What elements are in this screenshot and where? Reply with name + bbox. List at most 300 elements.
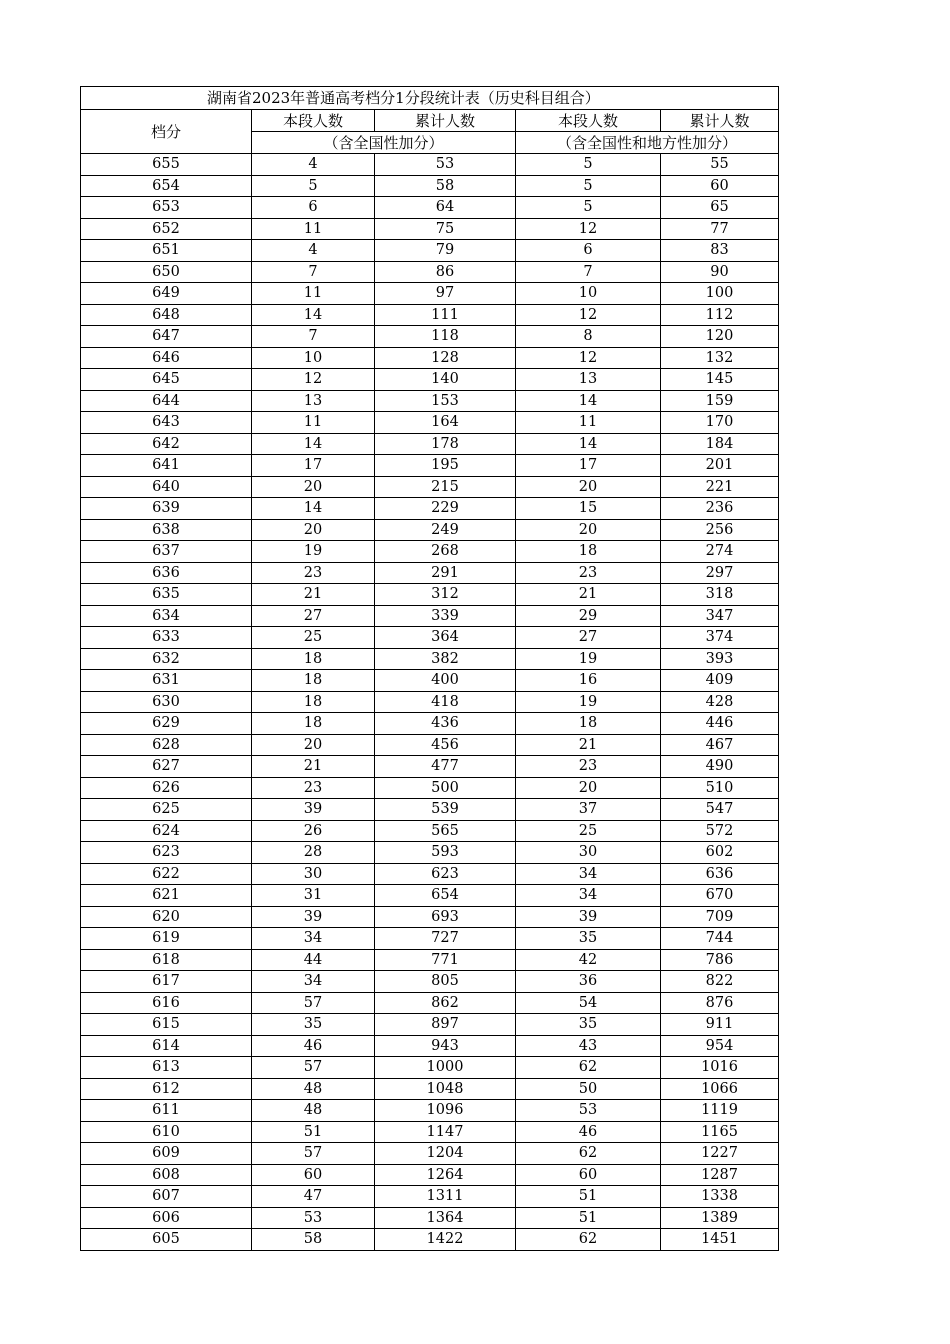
score-header: 档分 xyxy=(81,110,252,154)
table-row xyxy=(81,1186,779,1208)
segment-count-b-cell: 51 xyxy=(516,1207,661,1229)
cumulative-b-cell: 490 xyxy=(661,756,779,778)
cumulative-a-cell: 862 xyxy=(375,992,516,1014)
table-row xyxy=(81,1078,779,1100)
segment-count-b-cell: 34 xyxy=(516,885,661,907)
cumulative-a-cell: 140 xyxy=(375,369,516,391)
score-cell: 640 xyxy=(81,476,252,498)
segment-count-b-cell: 20 xyxy=(516,476,661,498)
segment-count-header-b: 本段人数 xyxy=(516,110,661,132)
cumulative-b-cell: 1451 xyxy=(661,1229,779,1251)
cumulative-b-cell: 393 xyxy=(661,648,779,670)
segment-count-a-cell: 14 xyxy=(252,304,375,326)
segment-count-a-cell: 58 xyxy=(252,1229,375,1251)
cumulative-a-cell: 539 xyxy=(375,799,516,821)
cumulative-a-cell: 118 xyxy=(375,326,516,348)
table-row xyxy=(81,1100,779,1122)
segment-count-a-cell: 23 xyxy=(252,777,375,799)
segment-count-a-cell: 11 xyxy=(252,218,375,240)
score-cell: 619 xyxy=(81,928,252,950)
cumulative-header-b: 累计人数 xyxy=(661,110,779,132)
cumulative-a-cell: 727 xyxy=(375,928,516,950)
segment-count-a-cell: 10 xyxy=(252,347,375,369)
cumulative-a-cell: 86 xyxy=(375,261,516,283)
table-row xyxy=(81,455,779,477)
cumulative-b-cell: 83 xyxy=(661,240,779,262)
segment-count-a-cell: 53 xyxy=(252,1207,375,1229)
segment-count-b-cell: 16 xyxy=(516,670,661,692)
score-cell: 618 xyxy=(81,949,252,971)
cumulative-b-cell: 547 xyxy=(661,799,779,821)
cumulative-b-cell: 409 xyxy=(661,670,779,692)
segment-count-a-cell: 17 xyxy=(252,455,375,477)
segment-count-b-cell: 54 xyxy=(516,992,661,1014)
cumulative-b-cell: 297 xyxy=(661,562,779,584)
segment-count-b-cell: 20 xyxy=(516,519,661,541)
table-row xyxy=(81,304,779,326)
table-row xyxy=(81,1035,779,1057)
table-row xyxy=(81,240,779,262)
cumulative-a-cell: 654 xyxy=(375,885,516,907)
cumulative-b-cell: 954 xyxy=(661,1035,779,1057)
cumulative-a-cell: 436 xyxy=(375,713,516,735)
segment-count-b-cell: 35 xyxy=(516,1014,661,1036)
cumulative-b-cell: 256 xyxy=(661,519,779,541)
cumulative-a-cell: 53 xyxy=(375,154,516,176)
cumulative-b-cell: 670 xyxy=(661,885,779,907)
cumulative-a-cell: 111 xyxy=(375,304,516,326)
table-row xyxy=(81,992,779,1014)
cumulative-b-cell: 602 xyxy=(661,842,779,864)
table-row xyxy=(81,347,779,369)
score-cell: 621 xyxy=(81,885,252,907)
segment-count-a-cell: 11 xyxy=(252,283,375,305)
segment-count-b-cell: 17 xyxy=(516,455,661,477)
segment-count-a-cell: 39 xyxy=(252,906,375,928)
cumulative-b-cell: 1227 xyxy=(661,1143,779,1165)
cumulative-a-cell: 943 xyxy=(375,1035,516,1057)
cumulative-b-cell: 572 xyxy=(661,820,779,842)
segment-count-b-cell: 5 xyxy=(516,175,661,197)
segment-count-b-cell: 10 xyxy=(516,283,661,305)
segment-count-b-cell: 5 xyxy=(516,197,661,219)
segment-count-a-cell: 19 xyxy=(252,541,375,563)
table-row xyxy=(81,1143,779,1165)
table-row xyxy=(81,1014,779,1036)
cumulative-a-cell: 339 xyxy=(375,605,516,627)
segment-count-b-cell: 62 xyxy=(516,1143,661,1165)
segment-count-b-cell: 39 xyxy=(516,906,661,928)
cumulative-b-cell: 1338 xyxy=(661,1186,779,1208)
segment-count-a-cell: 20 xyxy=(252,519,375,541)
cumulative-b-cell: 467 xyxy=(661,734,779,756)
table-row xyxy=(81,519,779,541)
table-row xyxy=(81,949,779,971)
score-cell: 632 xyxy=(81,648,252,670)
score-cell: 628 xyxy=(81,734,252,756)
segment-count-a-cell: 57 xyxy=(252,992,375,1014)
score-cell: 611 xyxy=(81,1100,252,1122)
segment-count-b-cell: 14 xyxy=(516,433,661,455)
table-row xyxy=(81,842,779,864)
segment-count-a-cell: 4 xyxy=(252,154,375,176)
table-row xyxy=(81,1229,779,1251)
segment-count-a-cell: 27 xyxy=(252,605,375,627)
score-cell: 642 xyxy=(81,433,252,455)
cumulative-a-cell: 64 xyxy=(375,197,516,219)
table-row xyxy=(81,541,779,563)
table-row xyxy=(81,283,779,305)
segment-count-b-cell: 43 xyxy=(516,1035,661,1057)
segment-count-b-cell: 14 xyxy=(516,390,661,412)
cumulative-b-cell: 1165 xyxy=(661,1121,779,1143)
score-cell: 641 xyxy=(81,455,252,477)
segment-count-a-cell: 21 xyxy=(252,756,375,778)
cumulative-a-cell: 364 xyxy=(375,627,516,649)
cumulative-b-cell: 822 xyxy=(661,971,779,993)
cumulative-b-cell: 55 xyxy=(661,154,779,176)
score-cell: 644 xyxy=(81,390,252,412)
cumulative-b-cell: 318 xyxy=(661,584,779,606)
segment-count-b-cell: 23 xyxy=(516,756,661,778)
table-row xyxy=(81,218,779,240)
cumulative-a-cell: 623 xyxy=(375,863,516,885)
segment-count-a-cell: 48 xyxy=(252,1078,375,1100)
cumulative-b-cell: 510 xyxy=(661,777,779,799)
segment-count-b-cell: 12 xyxy=(516,218,661,240)
table-row xyxy=(81,412,779,434)
cumulative-a-cell: 291 xyxy=(375,562,516,584)
segment-count-b-cell: 60 xyxy=(516,1164,661,1186)
segment-count-header-a: 本段人数 xyxy=(252,110,375,132)
table-row xyxy=(81,627,779,649)
segment-count-b-cell: 29 xyxy=(516,605,661,627)
table-row xyxy=(81,863,779,885)
cumulative-a-cell: 565 xyxy=(375,820,516,842)
segment-count-b-cell: 20 xyxy=(516,777,661,799)
segment-count-a-cell: 39 xyxy=(252,799,375,821)
cumulative-b-cell: 786 xyxy=(661,949,779,971)
segment-count-a-cell: 47 xyxy=(252,1186,375,1208)
segment-count-b-cell: 27 xyxy=(516,627,661,649)
score-cell: 636 xyxy=(81,562,252,584)
segment-count-a-cell: 6 xyxy=(252,197,375,219)
segment-count-a-cell: 60 xyxy=(252,1164,375,1186)
cumulative-a-cell: 1364 xyxy=(375,1207,516,1229)
score-cell: 608 xyxy=(81,1164,252,1186)
cumulative-header-a: 累计人数 xyxy=(375,110,516,132)
segment-count-a-cell: 20 xyxy=(252,734,375,756)
cumulative-b-cell: 60 xyxy=(661,175,779,197)
table-row xyxy=(81,648,779,670)
segment-count-a-cell: 35 xyxy=(252,1014,375,1036)
segment-count-b-cell: 62 xyxy=(516,1229,661,1251)
cumulative-a-cell: 1422 xyxy=(375,1229,516,1251)
cumulative-b-cell: 274 xyxy=(661,541,779,563)
cumulative-b-cell: 428 xyxy=(661,691,779,713)
table-row xyxy=(81,154,779,176)
segment-count-b-cell: 8 xyxy=(516,326,661,348)
score-cell: 637 xyxy=(81,541,252,563)
segment-count-b-cell: 21 xyxy=(516,584,661,606)
score-cell: 609 xyxy=(81,1143,252,1165)
segment-count-a-cell: 20 xyxy=(252,476,375,498)
score-cell: 622 xyxy=(81,863,252,885)
table-row xyxy=(81,670,779,692)
score-cell: 615 xyxy=(81,1014,252,1036)
cumulative-b-cell: 347 xyxy=(661,605,779,627)
table-row xyxy=(81,175,779,197)
score-cell: 647 xyxy=(81,326,252,348)
table-row xyxy=(81,433,779,455)
score-cell: 610 xyxy=(81,1121,252,1143)
cumulative-a-cell: 1096 xyxy=(375,1100,516,1122)
segment-count-a-cell: 25 xyxy=(252,627,375,649)
table-row xyxy=(81,326,779,348)
cumulative-a-cell: 58 xyxy=(375,175,516,197)
segment-count-a-cell: 14 xyxy=(252,433,375,455)
segment-count-b-cell: 42 xyxy=(516,949,661,971)
cumulative-a-cell: 693 xyxy=(375,906,516,928)
segment-count-a-cell: 34 xyxy=(252,928,375,950)
cumulative-b-cell: 77 xyxy=(661,218,779,240)
cumulative-b-cell: 709 xyxy=(661,906,779,928)
cumulative-b-cell: 132 xyxy=(661,347,779,369)
segment-count-a-cell: 11 xyxy=(252,412,375,434)
cumulative-a-cell: 456 xyxy=(375,734,516,756)
cumulative-b-cell: 184 xyxy=(661,433,779,455)
cumulative-a-cell: 500 xyxy=(375,777,516,799)
score-cell: 655 xyxy=(81,154,252,176)
score-cell: 620 xyxy=(81,906,252,928)
segment-count-a-cell: 30 xyxy=(252,863,375,885)
segment-count-a-cell: 21 xyxy=(252,584,375,606)
cumulative-b-cell: 100 xyxy=(661,283,779,305)
score-cell: 638 xyxy=(81,519,252,541)
table-row xyxy=(81,498,779,520)
segment-count-b-cell: 51 xyxy=(516,1186,661,1208)
segment-count-b-cell: 37 xyxy=(516,799,661,821)
cumulative-b-cell: 90 xyxy=(661,261,779,283)
segment-count-b-cell: 21 xyxy=(516,734,661,756)
segment-count-a-cell: 44 xyxy=(252,949,375,971)
score-cell: 624 xyxy=(81,820,252,842)
table-row xyxy=(81,1057,779,1079)
cumulative-a-cell: 771 xyxy=(375,949,516,971)
score-cell: 614 xyxy=(81,1035,252,1057)
score-distribution-table xyxy=(80,86,779,1251)
table-row xyxy=(81,971,779,993)
table-row xyxy=(81,691,779,713)
segment-count-b-cell: 62 xyxy=(516,1057,661,1079)
cumulative-a-cell: 1264 xyxy=(375,1164,516,1186)
cumulative-a-cell: 128 xyxy=(375,347,516,369)
cumulative-a-cell: 164 xyxy=(375,412,516,434)
segment-count-a-cell: 7 xyxy=(252,261,375,283)
table-row xyxy=(81,734,779,756)
score-cell: 629 xyxy=(81,713,252,735)
cumulative-a-cell: 312 xyxy=(375,584,516,606)
cumulative-b-cell: 876 xyxy=(661,992,779,1014)
cumulative-b-cell: 1119 xyxy=(661,1100,779,1122)
cumulative-a-cell: 1311 xyxy=(375,1186,516,1208)
table-row xyxy=(81,1207,779,1229)
segment-count-a-cell: 18 xyxy=(252,648,375,670)
cumulative-a-cell: 249 xyxy=(375,519,516,541)
score-cell: 626 xyxy=(81,777,252,799)
segment-count-b-cell: 23 xyxy=(516,562,661,584)
score-cell: 617 xyxy=(81,971,252,993)
table-row xyxy=(81,1164,779,1186)
segment-count-b-cell: 6 xyxy=(516,240,661,262)
segment-count-b-cell: 19 xyxy=(516,648,661,670)
cumulative-a-cell: 382 xyxy=(375,648,516,670)
cumulative-a-cell: 97 xyxy=(375,283,516,305)
segment-count-a-cell: 34 xyxy=(252,971,375,993)
segment-count-a-cell: 46 xyxy=(252,1035,375,1057)
segment-count-b-cell: 18 xyxy=(516,541,661,563)
title-row xyxy=(81,87,779,110)
score-cell: 654 xyxy=(81,175,252,197)
segment-count-a-cell: 18 xyxy=(252,691,375,713)
cumulative-b-cell: 1389 xyxy=(661,1207,779,1229)
score-cell: 646 xyxy=(81,347,252,369)
table-row xyxy=(81,605,779,627)
cumulative-a-cell: 897 xyxy=(375,1014,516,1036)
segment-count-b-cell: 13 xyxy=(516,369,661,391)
cumulative-b-cell: 65 xyxy=(661,197,779,219)
score-cell: 627 xyxy=(81,756,252,778)
score-cell: 639 xyxy=(81,498,252,520)
table-row xyxy=(81,756,779,778)
score-cell: 634 xyxy=(81,605,252,627)
score-cell: 606 xyxy=(81,1207,252,1229)
score-cell: 653 xyxy=(81,197,252,219)
cumulative-a-cell: 418 xyxy=(375,691,516,713)
cumulative-a-cell: 229 xyxy=(375,498,516,520)
segment-count-a-cell: 13 xyxy=(252,390,375,412)
score-cell: 649 xyxy=(81,283,252,305)
cumulative-b-cell: 374 xyxy=(661,627,779,649)
segment-count-a-cell: 18 xyxy=(252,670,375,692)
table-row xyxy=(81,369,779,391)
cumulative-b-cell: 744 xyxy=(661,928,779,950)
table-row xyxy=(81,584,779,606)
table-row xyxy=(81,928,779,950)
cumulative-b-cell: 1287 xyxy=(661,1164,779,1186)
segment-count-a-cell: 7 xyxy=(252,326,375,348)
cumulative-b-cell: 636 xyxy=(661,863,779,885)
table-row xyxy=(81,562,779,584)
segment-count-b-cell: 12 xyxy=(516,304,661,326)
score-cell: 652 xyxy=(81,218,252,240)
score-cell: 645 xyxy=(81,369,252,391)
cumulative-b-cell: 159 xyxy=(661,390,779,412)
table-row xyxy=(81,197,779,219)
cumulative-b-cell: 145 xyxy=(661,369,779,391)
segment-count-b-cell: 30 xyxy=(516,842,661,864)
cumulative-b-cell: 446 xyxy=(661,713,779,735)
note-national-bonus: （含全国性加分） xyxy=(252,132,516,154)
table-row xyxy=(81,390,779,412)
cumulative-a-cell: 400 xyxy=(375,670,516,692)
score-cell: 605 xyxy=(81,1229,252,1251)
segment-count-b-cell: 12 xyxy=(516,347,661,369)
segment-count-b-cell: 53 xyxy=(516,1100,661,1122)
table-row xyxy=(81,777,779,799)
cumulative-a-cell: 215 xyxy=(375,476,516,498)
cumulative-a-cell: 153 xyxy=(375,390,516,412)
cumulative-b-cell: 1016 xyxy=(661,1057,779,1079)
cumulative-b-cell: 1066 xyxy=(661,1078,779,1100)
score-cell: 607 xyxy=(81,1186,252,1208)
cumulative-a-cell: 268 xyxy=(375,541,516,563)
score-cell: 633 xyxy=(81,627,252,649)
segment-count-a-cell: 4 xyxy=(252,240,375,262)
cumulative-a-cell: 1000 xyxy=(375,1057,516,1079)
cumulative-b-cell: 221 xyxy=(661,476,779,498)
cumulative-a-cell: 79 xyxy=(375,240,516,262)
score-cell: 613 xyxy=(81,1057,252,1079)
cumulative-a-cell: 593 xyxy=(375,842,516,864)
table-row xyxy=(81,261,779,283)
score-cell: 616 xyxy=(81,992,252,1014)
cumulative-a-cell: 195 xyxy=(375,455,516,477)
note-national-local-bonus: （含全国性和地方性加分） xyxy=(516,132,779,154)
score-cell: 648 xyxy=(81,304,252,326)
cumulative-a-cell: 805 xyxy=(375,971,516,993)
table-row xyxy=(81,476,779,498)
segment-count-b-cell: 34 xyxy=(516,863,661,885)
cumulative-a-cell: 75 xyxy=(375,218,516,240)
segment-count-b-cell: 25 xyxy=(516,820,661,842)
segment-count-a-cell: 12 xyxy=(252,369,375,391)
cumulative-a-cell: 1048 xyxy=(375,1078,516,1100)
segment-count-a-cell: 14 xyxy=(252,498,375,520)
segment-count-a-cell: 57 xyxy=(252,1143,375,1165)
segment-count-b-cell: 7 xyxy=(516,261,661,283)
table-row xyxy=(81,799,779,821)
segment-count-a-cell: 23 xyxy=(252,562,375,584)
cumulative-b-cell: 112 xyxy=(661,304,779,326)
score-cell: 625 xyxy=(81,799,252,821)
header-row-1 xyxy=(81,110,779,132)
table-row xyxy=(81,1121,779,1143)
segment-count-b-cell: 18 xyxy=(516,713,661,735)
cumulative-b-cell: 236 xyxy=(661,498,779,520)
score-cell: 623 xyxy=(81,842,252,864)
segment-count-a-cell: 51 xyxy=(252,1121,375,1143)
segment-count-b-cell: 5 xyxy=(516,154,661,176)
cumulative-a-cell: 1147 xyxy=(375,1121,516,1143)
segment-count-b-cell: 19 xyxy=(516,691,661,713)
segment-count-b-cell: 50 xyxy=(516,1078,661,1100)
table-row xyxy=(81,820,779,842)
segment-count-b-cell: 35 xyxy=(516,928,661,950)
segment-count-a-cell: 31 xyxy=(252,885,375,907)
segment-count-b-cell: 11 xyxy=(516,412,661,434)
cumulative-b-cell: 911 xyxy=(661,1014,779,1036)
segment-count-b-cell: 36 xyxy=(516,971,661,993)
cumulative-b-cell: 120 xyxy=(661,326,779,348)
segment-count-a-cell: 28 xyxy=(252,842,375,864)
segment-count-b-cell: 15 xyxy=(516,498,661,520)
table-row xyxy=(81,713,779,735)
table-row xyxy=(81,906,779,928)
score-cell: 643 xyxy=(81,412,252,434)
score-cell: 612 xyxy=(81,1078,252,1100)
cumulative-b-cell: 170 xyxy=(661,412,779,434)
